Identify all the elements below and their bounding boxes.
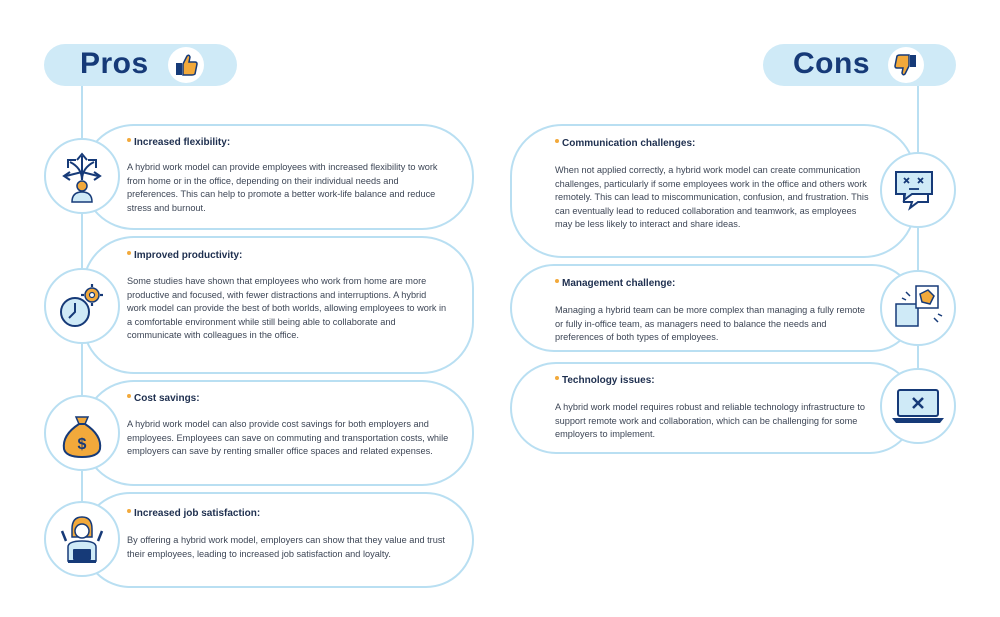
- card-text: Managing a hybrid team can be more complex than managing a fully remote or fully in-office team, as managers need to balance the needs and preferences of both types of employees.: [555, 305, 865, 342]
- card-title: Communication challenges:: [562, 138, 696, 149]
- pros-card-cost-savings: [82, 380, 474, 486]
- chat-bubbles-icon: [880, 152, 956, 228]
- card-text: When not applied correctly, a hybrid work model can create communication challenges, particularly if some employees work in the office and others work remotely. This can lead to miscommunication, confusion, and frustration. This can eventually lead to reduced collaboration and teamwork, as employees may be less likely to interact and share ideas.: [555, 165, 869, 229]
- card-text: Some studies have shown that employees who work from home are more productive and focused, with fewer distractions and interruptions. A hybrid work model can provide the best of both worlds, allowing employees to work in a comfortable environment while still being able to collaborate and communicate with colleagues in the office.: [127, 276, 447, 340]
- pros-card-job-satisfaction: [82, 492, 474, 588]
- laptop-error-icon: [880, 368, 956, 444]
- card-title: Improved productivity:: [134, 250, 243, 261]
- card-title: Technology issues:: [562, 375, 655, 386]
- cons-card-technology: [510, 362, 916, 454]
- card-text: A hybrid work model requires robust and reliable technology infrastructure to support remote work and collaboration, which can be challenging for some employers to implement.: [555, 402, 865, 439]
- cons-header: [763, 44, 956, 86]
- happy-worker-icon: [44, 501, 120, 577]
- bullet-dot: [127, 138, 131, 142]
- thumbs-down-icon: [888, 47, 924, 83]
- card-title: Increased job satisfaction:: [134, 508, 261, 519]
- money-bag-icon: [44, 395, 120, 471]
- card-title: Cost savings:: [134, 393, 200, 404]
- svg-text:$: $: [77, 436, 87, 453]
- clock-gear-icon: [44, 268, 120, 344]
- card-title: Management challenge:: [562, 278, 676, 289]
- cons-card-communication: [510, 124, 916, 258]
- card-text: A hybrid work model can provide employees with increased flexibility to work from home or in the office, depending on their individual needs and preferences. This can help to promote a better work-life balance and reduce stress and burnout.: [127, 162, 438, 213]
- pros-header: [44, 44, 237, 86]
- pros-card-flexibility: [82, 124, 474, 230]
- card-title: Increased flexibility:: [134, 137, 231, 148]
- cons-connector-line: [917, 86, 919, 406]
- bullet-dot: [127, 394, 131, 398]
- crossroads-person-icon: [44, 138, 120, 214]
- bullet-dot: [555, 376, 559, 380]
- bullet-dot: [127, 251, 131, 255]
- pros-card-productivity: [82, 236, 474, 374]
- card-text: By offering a hybrid work model, employers can show that they value and trust their employees, leading to increased job satisfaction and loyalty.: [127, 535, 445, 559]
- pros-title: Pros: [80, 47, 149, 80]
- puzzle-icon: [880, 270, 956, 346]
- bullet-dot: [127, 509, 131, 513]
- cons-card-management: [510, 264, 916, 352]
- thumbs-up-icon: [168, 47, 204, 83]
- card-text: A hybrid work model can also provide cost savings for both employers and employees. Employees can save on commuting and transportation costs, while employers can save by renting smaller office spaces and related expenses.: [127, 419, 449, 456]
- bullet-dot: [555, 139, 559, 143]
- cons-title: Cons: [793, 47, 870, 80]
- bullet-dot: [555, 279, 559, 283]
